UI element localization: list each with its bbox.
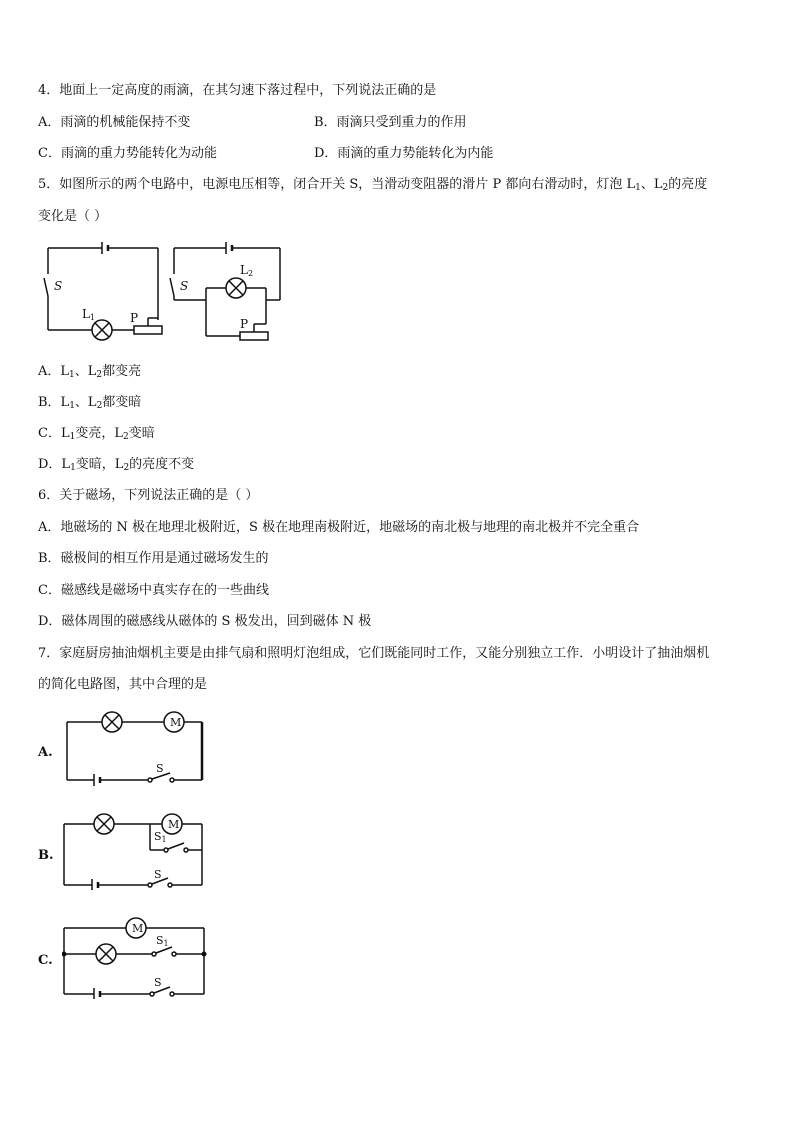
q5-option-a: A．$L_1$、$L_2$都变亮 — [38, 364, 142, 380]
q6-option-d: D．磁体周围的磁感线从磁体的 S 极发出，回到磁体 N 极 — [38, 614, 372, 629]
q7-b-switch1-label: S1 — [154, 830, 167, 844]
q4-stem: 4．地面上一定高度的雨滴，在其匀速下落过程中，下列说法正确的是 — [38, 83, 437, 98]
q6-option-b: B．磁极间的相互作用是通过磁场发生的 — [38, 551, 269, 566]
q7-c-switch1-label: S1 — [156, 934, 169, 948]
q4-option-b: B．雨滴只受到重力的作用 — [314, 115, 467, 130]
q5-circuit-diagram — [40, 238, 290, 348]
q7-label-b: B. — [38, 848, 54, 863]
q4-option-d: D．雨滴的重力势能转化为内能 — [314, 146, 494, 161]
q7-stem-line1: 7．家庭厨房抽油烟机主要是由排气扇和照明灯泡组成，它们既能同时工作，又能分别独立工作．小明设计了抽油烟机 — [38, 646, 710, 661]
q6-option-c: C．磁感线是磁场中真实存在的一些曲线 — [38, 583, 269, 598]
q5-lamp1-label: L1 — [82, 307, 96, 322]
q7-b-motor-label: M — [168, 818, 180, 831]
q6-option-a: A．地磁场的 N 极在地理北极附近，S 极在地理南极附近，地磁场的南北极与地理的南北极并不完全重合 — [38, 520, 640, 535]
q5-lamp2-label: L2 — [240, 263, 254, 278]
q4-option-a: A．雨滴的机械能保持不变 — [38, 115, 191, 130]
q7-circuit-b — [62, 810, 207, 890]
q5-option-c: C．$L_1$变亮，$L_2$变暗 — [38, 426, 155, 442]
q5-circuit2-switch-label: S — [180, 279, 189, 293]
q7-label-a: A. — [38, 745, 53, 760]
q5-option-b: B．$L_1$、$L_2$都变暗 — [38, 395, 142, 411]
q5-circuit1-switch-label: S — [54, 279, 63, 293]
q5-stem-line2: 变化是（ ） — [38, 209, 108, 224]
q5-stem-line1: 5．如图所示的两个电路中，电源电压相等，闭合开关 S，当滑动变阻器的滑片 P 都向右滑动时，灯泡 $L_1$、$L_2$的亮度 — [38, 177, 708, 193]
q7-stem-line2: 的简化电路图，其中合理的是 — [38, 677, 208, 692]
q7-label-c: C. — [38, 953, 53, 968]
q5-slider2-label: P — [240, 317, 249, 331]
q5-slider1-label: P — [130, 311, 139, 325]
q7-a-switch-label: S — [156, 762, 164, 775]
q7-c-motor-label: M — [132, 922, 144, 935]
q7-circuit-c — [62, 914, 207, 999]
q7-b-switch-label: S — [154, 868, 162, 881]
q7-c-switch-label: S — [154, 976, 162, 989]
q4-option-c: C．雨滴的重力势能转化为动能 — [38, 146, 217, 161]
q7-a-motor-label: M — [170, 716, 182, 729]
q6-stem: 6．关于磁场，下列说法正确的是（ ） — [38, 488, 259, 503]
q7-circuit-a — [62, 710, 207, 790]
q5-option-d: D．$L_1$变暗，$L_2$的亮度不变 — [38, 457, 195, 473]
